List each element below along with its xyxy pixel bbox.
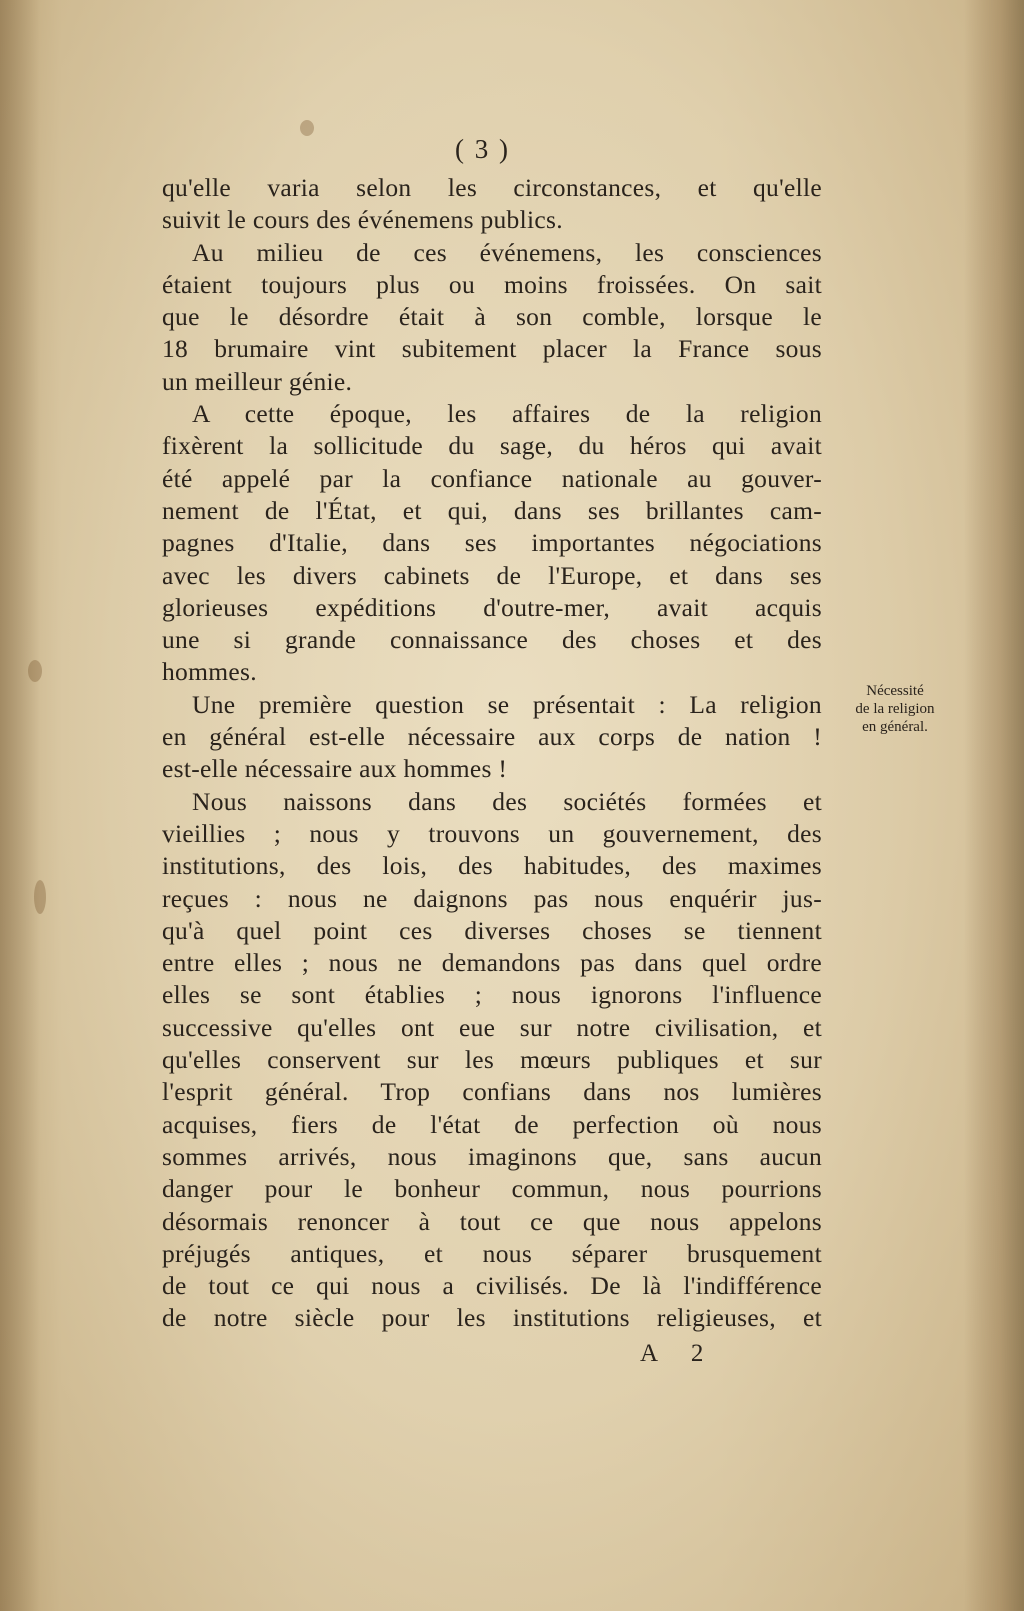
text-line: que le désordre était à son comble, lorsque le: [162, 302, 822, 332]
text-line: qu'à quel point ces diverses choses se tiennent: [162, 915, 822, 945]
text-line: une si grande connaissance des choses et des: [162, 625, 822, 655]
text-line: l'esprit général. Trop confians dans nos lumières: [162, 1077, 822, 1107]
text-line: suivit le cours des événemens publics.: [162, 205, 563, 235]
text-line: acquises, fiers de l'état de perfection où nous: [162, 1109, 822, 1139]
text-line: un meilleur génie.: [162, 366, 353, 396]
margin-note: [830, 682, 960, 736]
text-line: Au milieu de ces événemens, les consciences: [192, 237, 822, 267]
text-line: reçues : nous ne daignons pas nous enquérir jus-: [162, 883, 822, 913]
text-line: Nous naissons dans des sociétés formées et: [192, 786, 822, 816]
text-line: A cette époque, les affaires de la religion: [192, 399, 822, 429]
page-edge-shadow: [964, 0, 1024, 1611]
text-line: institutions, des lois, des habitudes, des maximes: [162, 851, 822, 881]
text-line: qu'elles conservent sur les mœurs publiques et sur: [162, 1045, 822, 1075]
text-line: successive qu'elles ont eue sur notre civilisation, et: [162, 1012, 822, 1042]
text-line: été appelé par la confiance nationale au gouver-: [162, 463, 822, 493]
page-number: ( 3 ): [455, 134, 510, 164]
margin-note-line: de la religion: [855, 701, 935, 717]
text-line: Une première question se présentait : La religion: [192, 689, 822, 719]
body-text: [162, 172, 822, 1335]
text-line: étaient toujours plus ou moins froissées. On sait: [162, 269, 822, 299]
text-line: vieillies ; nous y trouvons un gouvernement, des: [162, 818, 822, 848]
text-line: fixèrent la sollicitude du sage, du héros qui avait: [162, 431, 822, 461]
ink-stain: [28, 660, 42, 682]
text-line: nement de l'État, et qui, dans ses brillantes cam-: [162, 495, 822, 525]
text-line: pagnes d'Italie, dans ses importantes négociations: [162, 528, 822, 558]
text-line: sommes arrivés, nous imaginons que, sans aucun: [162, 1141, 822, 1171]
text-line: 18 brumaire vint subitement placer la France sous: [162, 334, 822, 364]
text-line: de notre siècle pour les institutions religieuses, et: [162, 1303, 822, 1333]
margin-note-line: Nécessité: [866, 683, 924, 699]
text-line: est-elle nécessaire aux hommes !: [162, 754, 508, 784]
text-line: danger pour le bonheur commun, nous pourrions: [162, 1174, 822, 1204]
ink-stain: [34, 880, 46, 914]
text-line: en général est-elle nécessaire aux corps de nation !: [162, 722, 822, 752]
text-line: préjugés antiques, et nous séparer brusquement: [162, 1238, 822, 1268]
text-line: désormais renoncer à tout ce que nous appelons: [162, 1206, 822, 1236]
signature-mark: A 2: [640, 1340, 718, 1367]
text-line: elles se sont établies ; nous ignorons l'influence: [162, 980, 822, 1010]
text-line: avec les divers cabinets de l'Europe, et dans ses: [162, 560, 822, 590]
page-gutter-shadow: [0, 0, 40, 1611]
margin-note-line: en général.: [862, 719, 928, 735]
text-line: hommes.: [162, 657, 257, 687]
text-line: entre elles ; nous ne demandons pas dans quel ordre: [162, 948, 822, 978]
text-line: de tout ce qui nous a civilisés. De là l'indifférence: [162, 1271, 822, 1301]
text-line: glorieuses expéditions d'outre-mer, avait acquis: [162, 592, 822, 622]
text-line: qu'elle varia selon les circonstances, et qu'elle: [162, 173, 822, 202]
ink-stain: [300, 120, 314, 136]
